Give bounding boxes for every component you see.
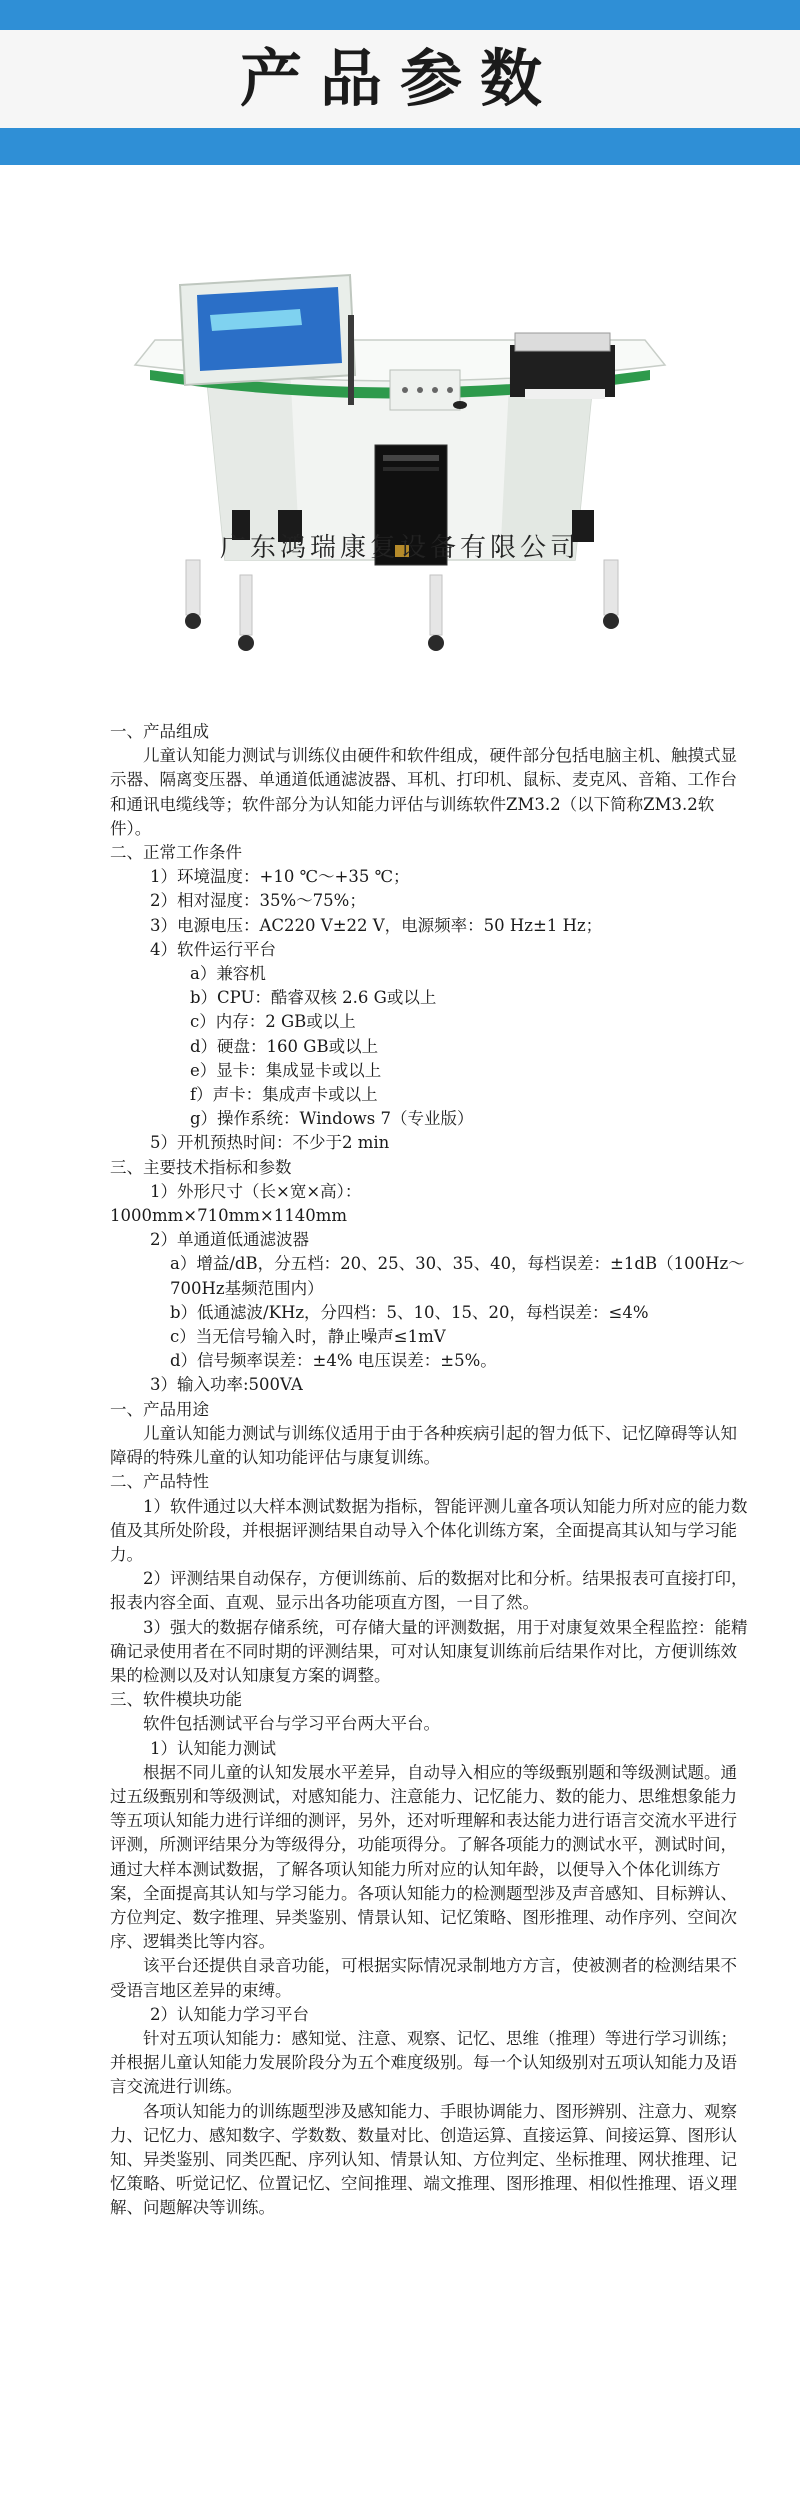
product-image	[0, 165, 800, 710]
spec-paragraph: c）当无信号输入时，静止噪声≤1mV	[170, 1327, 446, 1347]
spec-paragraph: f）声卡：集成声卡或以上	[190, 1085, 378, 1105]
spec-paragraph: 1000mm×710mm×1140mm	[110, 1206, 348, 1226]
spec-paragraph: 1）环境温度：+10 ℃～+35 ℃；	[150, 867, 410, 887]
spec-text	[0, 720, 800, 2221]
section-heading: 二、产品特性	[110, 1472, 209, 1492]
spec-paragraph: 根据不同儿童的认知发展水平差异，自动导入相应的等级甄别题和等级测试题。通过五级甄别和等级测试，对感知能力、注意能力、记忆能力、数的能力、思维想象能力等五项认知能力进行详细的测评，另外，还对听理解和表达能力进行语言交流水平进行评测，所测评结果分为等级得分，功能项得分。了解各项能力的测试水平，测试时间，通过大样本测试数据，了解各项认知能力所对应的认知年龄，以便导入个体化训练方案，全面提高其认知与学习能力。各项认知能力的检测题型涉及声音感知、目标辨认、方位判定、数字推理、异类鉴别、情景认知、记忆策略、图形推理、动作序列、空间次序、逻辑类比等内容。	[110, 1762, 737, 1952]
spec-paragraph: a）增益/dB，分五档：20、25、30、35、40，每档误差：±1dB（100Hz～700Hz基频范围内）	[170, 1254, 745, 1298]
spec-paragraph: 3）强大的数据存储系统，可存储大量的评测数据，用于对康复效果全程监控：能精确记录使用者在不同时期的评测结果，可对认知康复训练前后结果作对比，方便训练效果的检测以及对认知康复方案的调整。	[110, 1617, 748, 1685]
section-heading: 一、产品用途	[110, 1399, 209, 1419]
section-heading: 二、正常工作条件	[110, 843, 242, 863]
spec-paragraph: 1）外形尺寸（长×宽×高）：	[150, 1181, 362, 1201]
page-title: 产品参数	[239, 42, 560, 115]
spec-paragraph: d）信号频率误差：±4% 电压误差：±5%。	[170, 1351, 497, 1371]
spec-paragraph: 儿童认知能力测试与训练仪适用于由于各种疾病引起的智力低下、记忆障碍等认知障碍的特殊儿童的认知功能评估与康复训练。	[110, 1423, 737, 1468]
spec-paragraph: 2）认知能力学习平台	[150, 2004, 309, 2024]
spec-paragraph: 该平台还提供自录音功能，可根据实际情况录制地方方言，使被测者的检测结果不受语言地区差异的束缚。	[110, 1956, 737, 2000]
spec-paragraph: 5）开机预热时间：不少于2 min	[150, 1133, 390, 1153]
spec-paragraph: 3）电源电压：AC220 V±22 V，电源频率：50 Hz±1 Hz；	[150, 915, 603, 935]
spec-paragraph: 2）评测结果自动保存，方便训练前、后的数据对比和分析。结果报表可直接打印，报表内容全面、直观、显示出各功能项直方图，一目了然。	[110, 1569, 748, 1613]
spec-paragraph: 1）软件通过以大样本测试数据为指标，智能评测儿童各项认知能力所对应的能力数值及其所处阶段，并根据评测结果自动导入个体化训练方案，全面提高其认知与学习能力。	[110, 1496, 748, 1564]
section-heading: 一、产品组成	[110, 722, 209, 741]
spec-paragraph: 3）输入功率:500VA	[150, 1375, 303, 1395]
spec-paragraph: e）显卡：集成显卡或以上	[190, 1060, 382, 1080]
spec-paragraph: 2）单通道低通滤波器	[150, 1230, 309, 1250]
header-banner	[0, 0, 800, 165]
spec-paragraph: d）硬盘：160 GB或以上	[190, 1036, 379, 1056]
spec-paragraph: b）低通滤波/KHz，分四档：5、10、15、20，每档误差：≤4%	[170, 1302, 649, 1322]
spec-paragraph: 儿童认知能力测试与训练仪由硬件和软件组成，硬件部分包括电脑主机、触摸式显示器、隔离变压器、单通道低通滤波器、耳机、打印机、鼠标、麦克风、音箱、工作台和通讯电缆线等；软件部分为认知能力评估与训练软件ZM3.2（以下简称ZM3.2软件）。	[110, 746, 737, 838]
spec-paragraph: 针对五项认知能力：感知觉、注意、观察、记忆、思维（推理）等进行学习训练；并根据儿童认知能力发展阶段分为五个难度级别。每一个认知级别对五项认知能力及语言交流进行训练。	[110, 2028, 737, 2097]
spec-paragraph: c）内存：2 GB或以上	[190, 1012, 356, 1032]
spec-paragraph: 1）认知能力测试	[150, 1738, 276, 1758]
spec-paragraph: 各项认知能力的训练题型涉及感知能力、手眼协调能力、图形辨别、注意力、观察力、记忆力、感知数字、学数数、数量对比、创造运算、直接运算、间接运算、图形认知、异类鉴别、同类匹配、序列认知、情景认知、方位判定、坐标推理、网状推理、记忆策略、听觉记忆、位置记忆、空间推理、端文推理、图形推理、相似性推理、语义理解、问题解决等训练。	[110, 2101, 737, 2218]
spec-paragraph: g）操作系统：Windows 7（专业版）	[190, 1109, 474, 1129]
company-watermark: 广东鸿瑞康复设备有限公司	[219, 533, 580, 563]
section-heading: 三、主要技术指标和参数	[110, 1157, 292, 1177]
spec-paragraph: 软件包括测试平台与学习平台两大平台。	[143, 1714, 440, 1734]
spec-paragraph: a）兼容机	[190, 964, 266, 984]
mouse-icon	[453, 401, 467, 409]
spec-paragraph: 2）相对湿度：35%～75%；	[150, 891, 366, 911]
section-heading: 三、软件模块功能	[110, 1690, 242, 1710]
spec-paragraph: 4）软件运行平台	[150, 939, 276, 959]
spec-paragraph: b）CPU：酷睿双核 2.6 G或以上	[190, 988, 437, 1008]
product-illustration	[0, 165, 800, 710]
